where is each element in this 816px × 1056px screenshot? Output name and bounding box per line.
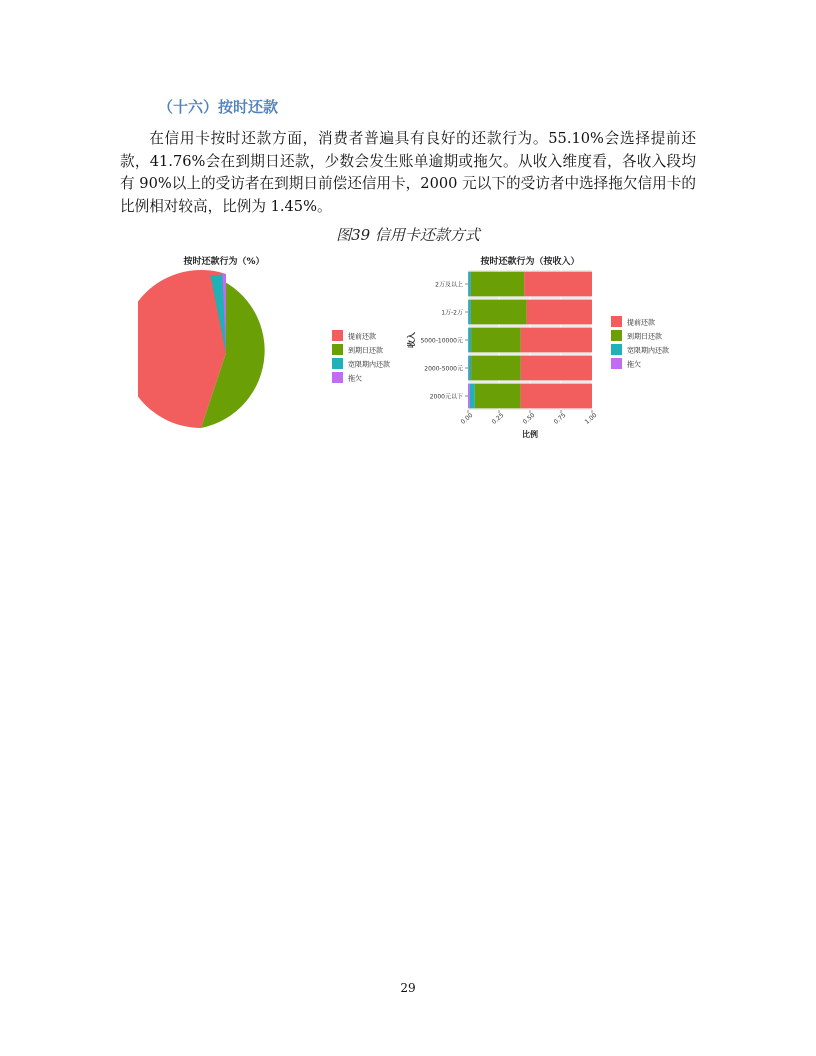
pie-legend-swatch bbox=[332, 330, 343, 341]
x-tick-label: 0.25 bbox=[490, 411, 506, 426]
bar-segment bbox=[468, 328, 471, 353]
bar-segment bbox=[468, 272, 470, 297]
y-tick-label: 2万及以上 bbox=[435, 281, 463, 289]
bar-segment bbox=[475, 384, 521, 409]
bar-segment bbox=[471, 272, 524, 297]
y-axis-label: 收入 bbox=[407, 332, 416, 348]
y-tick-label: 1万-2万 bbox=[441, 309, 463, 317]
x-axis-label: 比例 bbox=[522, 430, 538, 439]
bar-segment bbox=[470, 384, 475, 409]
bar-segment bbox=[468, 356, 469, 381]
bar-legend-label: 拖欠 bbox=[627, 360, 641, 369]
pie-legend-label: 提前还款 bbox=[348, 332, 376, 341]
bar-legend-swatch bbox=[611, 316, 622, 327]
bar-legend-label: 宽限期内还款 bbox=[627, 346, 669, 355]
pie-chart bbox=[138, 250, 398, 440]
y-tick-label: 2000元以下 bbox=[429, 393, 463, 401]
x-tick-label: 0.00 bbox=[459, 411, 475, 426]
page-number: 29 bbox=[400, 981, 416, 995]
bar-segment bbox=[468, 384, 470, 409]
bar-segment bbox=[471, 300, 527, 325]
bar-legend-label: 到期日还款 bbox=[627, 332, 662, 341]
bar-legend-swatch bbox=[611, 344, 622, 355]
x-tick-label: 1.00 bbox=[583, 411, 599, 426]
body-paragraph bbox=[120, 128, 696, 218]
bar-segment bbox=[524, 272, 592, 297]
bar-segment bbox=[471, 328, 521, 353]
bar-legend-swatch bbox=[611, 358, 622, 369]
pie-legend-label: 宽限期内还款 bbox=[348, 360, 390, 369]
bar-legend-label: 提前还款 bbox=[627, 318, 655, 327]
pie-legend-label: 到期日还款 bbox=[348, 346, 383, 355]
section-heading: （十六）按时还款 bbox=[158, 98, 279, 116]
pie-title: 按时还款行为（%） bbox=[183, 257, 265, 267]
bar-segment bbox=[521, 328, 592, 353]
pie-legend-swatch bbox=[332, 372, 343, 383]
bar-legend-swatch bbox=[611, 330, 622, 341]
figure-caption: 图39 信用卡还款方式 bbox=[336, 226, 480, 244]
pie-legend-swatch bbox=[332, 358, 343, 369]
paragraph-text: 在信用卡按时还款方面，消费者普遍具有良好的还款行为。55.10%会选择提前还款，41.76%会在到期日还款，少数会发生账单逾期或拖欠。从收入维度看，各收入段均有 90%以上的受访者在到期日前偿还信用卡，2000 元以下的受访者中选择拖欠信用卡的比例相对较高，比例为 1.45%。 bbox=[120, 130, 696, 215]
bar-segment bbox=[469, 356, 471, 381]
bar-segment bbox=[521, 384, 592, 409]
bar-segment bbox=[521, 356, 592, 381]
bar-segment bbox=[471, 356, 521, 381]
bar-segment bbox=[527, 300, 592, 325]
y-tick-label: 2000-5000元 bbox=[424, 365, 463, 373]
stacked-bar-chart bbox=[400, 250, 700, 450]
pie-legend-label: 拖欠 bbox=[348, 374, 362, 383]
x-tick-label: 0.75 bbox=[552, 411, 568, 426]
x-tick-label: 0.50 bbox=[521, 411, 537, 426]
pie-legend-swatch bbox=[332, 344, 343, 355]
bar-title: 按时还款行为（按收入） bbox=[480, 257, 580, 267]
bar-segment bbox=[468, 300, 470, 325]
y-tick-label: 5000-10000元 bbox=[420, 337, 463, 345]
